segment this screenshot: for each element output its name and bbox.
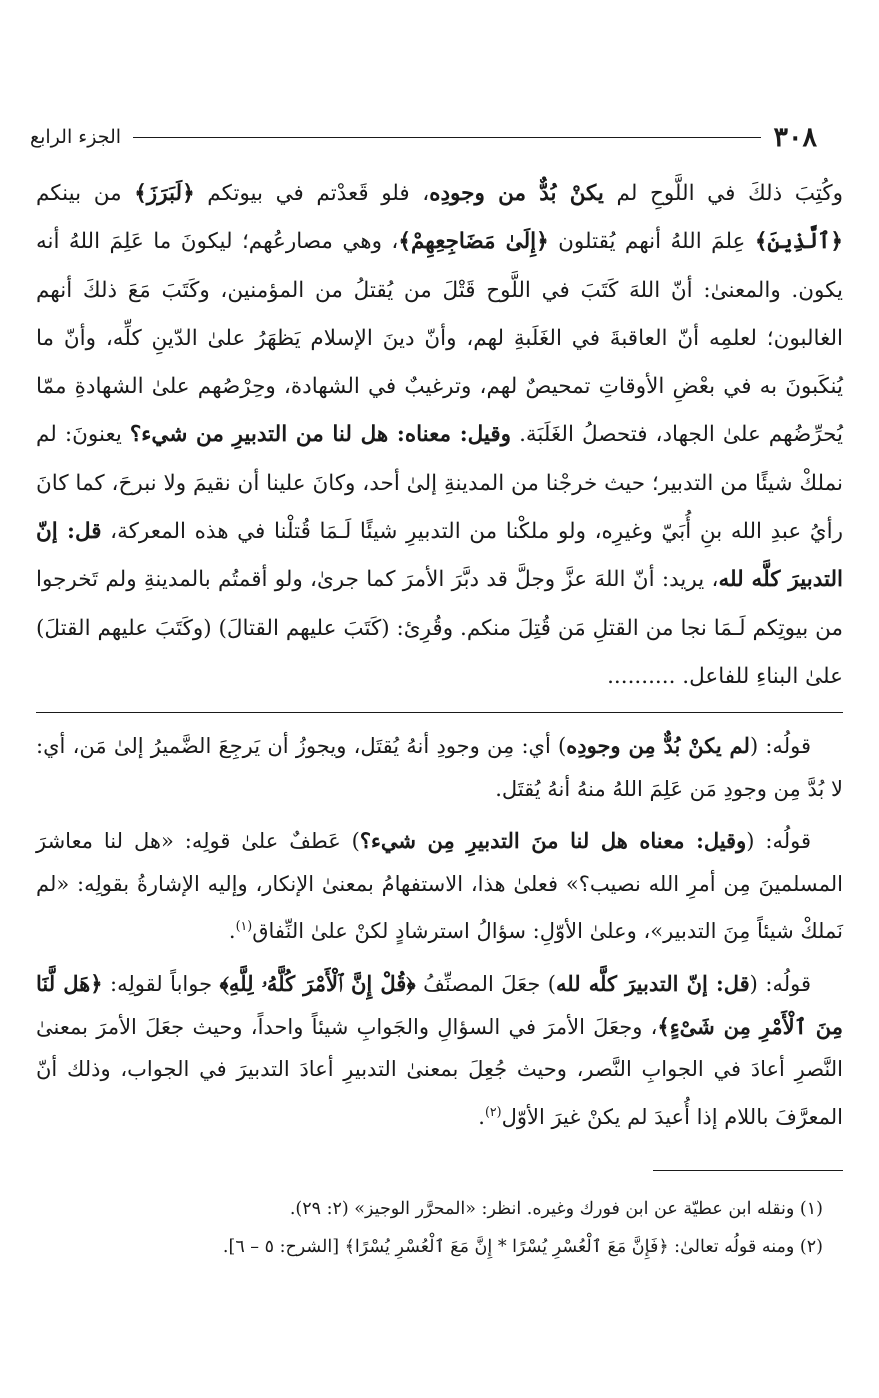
commentary-paragraph-3 [36, 963, 843, 1138]
text-run: قولُه: ( [749, 734, 811, 758]
commentary-paragraph-1 [36, 725, 843, 810]
continuation-dots: .......... [607, 663, 676, 689]
text-run: ) عَطفٌ علىٰ قولِه: «هل لنا معاشرَ المسلمينَ مِن أمرِ الله نصيب؟» فعلىٰ هذا، الاستفهامُ بمعنىٰ الإنكار، وإليه الإشارةُ بقولِه: «لم نَملكْ شيئاً مِنَ التدبير»، وعلىٰ الأوّلِ: سؤالُ استرشادٍ لكنْ علىٰ النِّفاق [36, 829, 843, 944]
emphasized-text: يكنْ بُدٌّ من وجودِه [429, 181, 604, 206]
page-header [30, 112, 817, 162]
footnotes [36, 1190, 843, 1266]
footnote-rule [653, 1170, 843, 1171]
page-number: ٣٠٨ [773, 121, 817, 153]
text-run: ، وجعَلَ الأمرَ في السؤالِ والجَوابِ شيئاً واحداً، وحيث جعَلَ الأمرَ بمعنىٰ النَّصرِ أعادَ في الجوابِ النَّصر، وحيث جُعِلَ بمعنىٰ التدبيرِ أعادَ التدبيرَ في الجواب، وذلك أنّ المعرَّفَ باللام إذا أُعيدَ لم يكنْ غيرَ الأوّل [36, 1014, 843, 1129]
header-rule [133, 137, 761, 138]
text-run: جواباً لقولِه: [102, 971, 220, 996]
text-run: قولُه: ( [749, 971, 811, 996]
emphasized-text: ﴿لَبَرَزَ﴾ [134, 181, 195, 206]
text-run: وكُتِبَ ذلكَ في اللَّوحِ لم [603, 181, 843, 206]
main-text [36, 170, 843, 701]
emphasized-text: ﴿ٱلَّذِينَ﴾ [754, 229, 844, 255]
footnote-2: (٢) ومنه قولُه تعالىٰ: ﴿فَإِنَّ مَعَ ٱلْعُسْرِ يُسْرًا * إِنَّ مَعَ ٱلْعُسْرِ يُسْرًا﴾ [الشرح: ٥ – ٦]. [222, 1237, 823, 1257]
commentary-section [36, 725, 843, 1148]
emphasized-text: وقيل: معناه هل لنا منَ التدبيرِ مِن شيء؟ [359, 828, 747, 854]
emphasized-text: قل: إنّ التدبيرَ كلَّه لله [36, 519, 844, 593]
text-run: ، وهي مصارعُهم؛ ليكونَ ما عَلِمَ اللهُ أنه يكون. والمعنىٰ: أنّ اللهَ كَتَبَ في اللَّوح قَتْلَ من يُقتلُ من المؤمنين، وكَتَبَ مَعَ ذلكَ أنهم الغالبون؛ لعلمِه أنّ العاقبةَ في الغَلَبةِ لهم، وأنّ دينَ الإسلام يَظهَرُ علىٰ الدّينِ كلِّه، وأنّ ما يُنكَبونَ به في بعْضِ الأوقاتِ تمحيصٌ لهم، وترغيبٌ في الشهادة، وحِرْصُهم علىٰ الشهادةِ ممّا يُحرِّضُهم علىٰ الجهاد، فتحصلُ الغَلَبَة. [36, 229, 843, 448]
text-run: عِلمَ اللهُ أنهم يُقتلون [548, 229, 755, 255]
text-run: ، يريد: أنّ اللهَ عزَّ وجلَّ قد دبَّرَ الأمرَ كما جرىٰ، ولو أقمتُم بالمدينةِ ولم تَخرجوا من بيوتِكم لَـمَا نجا من القتلِ مَن قُتِلَ منكم. وقُرِئ: (كَتَبَ عليهم القتالَ) (وكَتَبَ عليهم القتلَ) علىٰ البناءِ للفاعل. [36, 567, 843, 689]
emphasized-text: ﴿إِلَىٰ مَضَاجِعِهِمْ﴾ [398, 229, 549, 255]
main-divider [36, 712, 843, 713]
text-run: قولُه: ( [746, 829, 812, 854]
footnote-marker: (١) [235, 918, 253, 934]
footnote-marker: (٢) [484, 1103, 502, 1119]
text-run: . [478, 1104, 485, 1129]
emphasized-text: ﴿هَل لَّنَا مِنَ ٱلْأَمْرِ مِن شَىْءٍ﴾ [36, 970, 844, 1039]
footnote-1: (١) ونقله ابن عطيّة عن ابن فورك وغيره. انظر: «المحرَّر الوجيز» (٢: ٢٩). [289, 1199, 823, 1219]
text-run: من بينكم [36, 181, 135, 206]
emphasized-text: قل: إنّ التدبيرَ كلَّه لله [556, 970, 750, 996]
emphasized-text: ﴿قُلْ إِنَّ ٱلْأَمْرَ كُلَّهُۥ لِلَّهِ﴾ [219, 970, 416, 996]
text-run: ، فلو قَعدْتم في بيوتكم [194, 181, 430, 206]
part-title: الجزء الرابع [30, 126, 122, 148]
emphasized-text: لم يكنْ بُدٌّ مِن وجودِه [566, 733, 750, 758]
text-run: يعنونَ: لم نملكْ شيئًا من التدبير؛ حيث خرجْنا من المدينةِ إلىٰ أحد، وكانَ علينا أن نقيمَ ولا نبرحَ، كما كانَ رأيُ عبدِ الله بنِ أُبَيّ وغيرِه، ولو ملكْنا من التدبيرِ شيئًا لَـمَا قُتلْنا في هذه المعركة، [36, 422, 843, 545]
commentary-paragraph-2 [36, 820, 843, 953]
text-run: . [228, 919, 236, 944]
text-run: ) جعَلَ المصنِّفُ [415, 971, 556, 996]
emphasized-text: وقيل: معناه: هل لنا من التدبيرِ من شيء؟ [129, 422, 512, 448]
text-run: ) أي: مِن وجودِ أنهُ يُقتَل، ويجوزُ أن يَرجِعَ الضَّميرُ إلىٰ مَن، أي: لا بُدَّ مِن وجودِ مَن عَلِمَ اللهُ منهُ أنهُ يُقتَل. [36, 734, 843, 801]
